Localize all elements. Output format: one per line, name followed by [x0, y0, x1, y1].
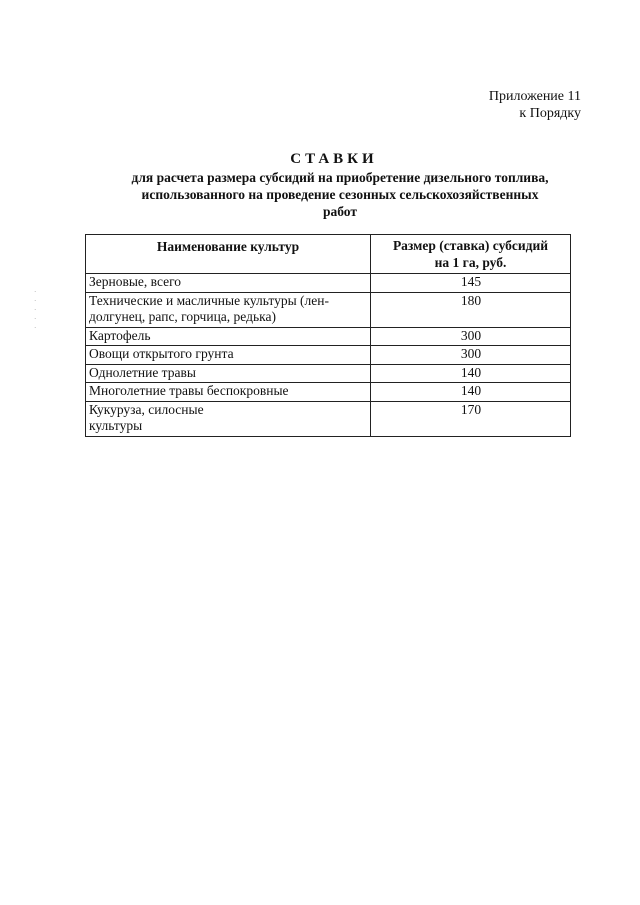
crop-rate: 170	[371, 401, 571, 436]
appendix-reference	[489, 88, 581, 122]
crop-rate: 300	[371, 327, 571, 346]
table-row	[86, 346, 571, 365]
table-row	[86, 292, 571, 327]
table-header-row	[86, 235, 571, 274]
header-rate-line2: на 1 га, руб.	[434, 255, 507, 270]
crop-rate: 140	[371, 383, 571, 402]
crop-rate: 140	[371, 364, 571, 383]
table-row	[86, 383, 571, 402]
table-row	[86, 327, 571, 346]
crop-name: Зерновые, всего	[86, 274, 371, 293]
header-subsidy-rate	[371, 235, 571, 274]
table-row	[86, 274, 571, 293]
header-rate-line1: Размер (ставка) субсидий	[392, 238, 549, 253]
crop-rate: 180	[371, 292, 571, 327]
crop-name: Овощи открытого грунта	[86, 346, 371, 365]
scan-artifact: · · · · ·	[34, 288, 37, 332]
document-title: СТАВКИ	[290, 151, 378, 167]
crop-rate: 145	[371, 274, 571, 293]
crop-name: Картофель	[86, 327, 371, 346]
crop-rate: 300	[371, 346, 571, 365]
header-crop-name: Наименование культур	[86, 235, 371, 274]
table-row	[86, 364, 571, 383]
table-row	[86, 401, 571, 436]
crop-name: Многолетние травы беспокровные	[86, 383, 371, 402]
crop-name: Кукуруза, силосные культуры	[86, 401, 371, 436]
appendix-number: Приложение 11	[488, 89, 581, 104]
document-subtitle: для расчета размера субсидий на приобретение дизельного топлива, использованного на проведение сезонных сельскохозяйственных работ	[131, 170, 549, 219]
rates-table	[85, 234, 571, 437]
crop-name: Однолетние травы	[86, 364, 371, 383]
crop-name: Технические и масличные культуры (лен-долгунец, рапс, горчица, редька)	[86, 292, 371, 327]
appendix-order: к Порядку	[519, 106, 581, 121]
